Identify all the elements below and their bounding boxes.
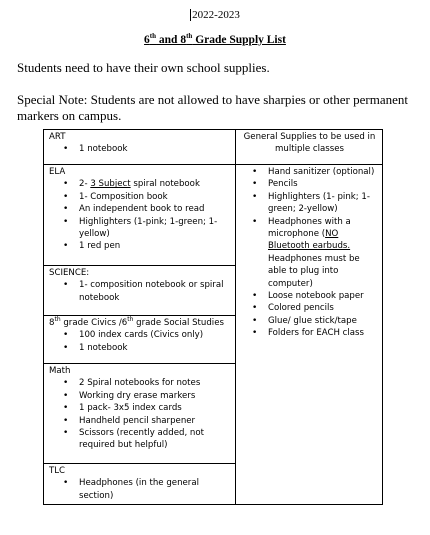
tlc-heading: TLC <box>49 466 66 476</box>
list-item: • Colored pencils <box>241 302 378 314</box>
supply-table <box>43 129 383 505</box>
art-heading: ART <box>49 132 66 142</box>
civics-cell <box>44 316 236 364</box>
ela-cell <box>44 165 236 266</box>
intro-line: Students need to have their own school supplies. <box>17 60 270 75</box>
list-item: • An independent book to read <box>49 203 231 215</box>
list-item: • 1 pack- 3x5 index cards <box>49 402 231 414</box>
math-cell <box>44 364 236 464</box>
headphones-post: Headphones must be able to plug into computer) <box>268 253 360 289</box>
list-item: • 1 red pen <box>49 240 231 252</box>
list-item: • 1 notebook <box>49 342 231 354</box>
list-item: • Handheld pencil sharpener <box>49 415 231 427</box>
civics-heading-mid: grade Civics /6 <box>60 318 128 328</box>
art-cell <box>44 130 236 165</box>
list-item: • 100 index cards (Civics only) <box>49 329 231 341</box>
ela-heading: ELA <box>49 167 66 177</box>
list-item: • Scissors (recently added, not required but helpful) <box>49 427 231 452</box>
title-grade1: 6 <box>144 34 150 46</box>
ela-list <box>49 178 231 252</box>
ela-item1-pre: 2- <box>79 179 91 190</box>
list-item: • 1 notebook <box>49 143 231 155</box>
ela-item1-post: spiral notebook <box>130 179 200 190</box>
school-year-text: 2022-2023 <box>192 9 240 21</box>
list-item: • 1- composition notebook or spiral notebook <box>49 279 231 304</box>
civics-heading <box>49 317 231 329</box>
title-sup2: th <box>186 32 193 40</box>
special-note: Special Note: Students are not allowed to have sharpies or other permanent markers on campus. <box>17 92 408 123</box>
list-item: • 2 Spiral notebooks for notes <box>49 377 231 389</box>
list-item: • Working dry erase markers <box>49 390 231 402</box>
title-rest: Grade Supply List <box>192 34 286 46</box>
page-title <box>0 34 430 46</box>
general-list <box>241 166 378 340</box>
civics-heading-post: grade Social Studies <box>133 318 224 328</box>
list-item: • Headphones (in the general section) <box>49 477 231 502</box>
list-item: • Hand sanitizer (optional) <box>241 166 378 178</box>
list-item <box>241 216 378 290</box>
tlc-list <box>49 477 231 502</box>
list-item: • Highlighters (1- pink; 1-green; 2-yellow) <box>241 191 378 216</box>
headphones-underlined: NO Bluetooth earbuds. <box>268 229 351 252</box>
list-item: • Glue/ glue stick/tape <box>241 315 378 327</box>
list-item: • Pencils <box>241 178 378 190</box>
general-supplies-header: General Supplies to be used in multiple classes <box>236 130 383 165</box>
tlc-cell <box>44 464 236 505</box>
title-sup1: th <box>149 32 157 40</box>
art-list <box>49 143 231 155</box>
science-heading: SCIENCE: <box>49 268 90 278</box>
headphones-pre: Headphones with a microphone ( <box>268 216 351 240</box>
math-list <box>49 377 231 451</box>
list-item: • 1- Composition book <box>49 191 231 203</box>
title-and: and 8 <box>156 34 187 46</box>
list-item: • Loose notebook paper <box>241 290 378 302</box>
civics-list <box>49 329 231 354</box>
list-item <box>49 178 231 190</box>
school-year <box>0 9 430 21</box>
ela-item1-underlined: 3 Subject <box>90 179 131 190</box>
civics-sup2: th <box>127 316 134 324</box>
list-item: • Highlighters (1-pink; 1-green; 1-yellow) <box>49 216 231 241</box>
math-heading: Math <box>49 366 71 376</box>
general-supplies-cell <box>236 165 383 505</box>
science-list <box>49 279 231 304</box>
science-cell <box>44 266 236 316</box>
civics-sup1: th <box>54 316 61 324</box>
list-item: • Folders for EACH class <box>241 327 378 339</box>
civics-heading-pre: 8 <box>49 318 55 328</box>
